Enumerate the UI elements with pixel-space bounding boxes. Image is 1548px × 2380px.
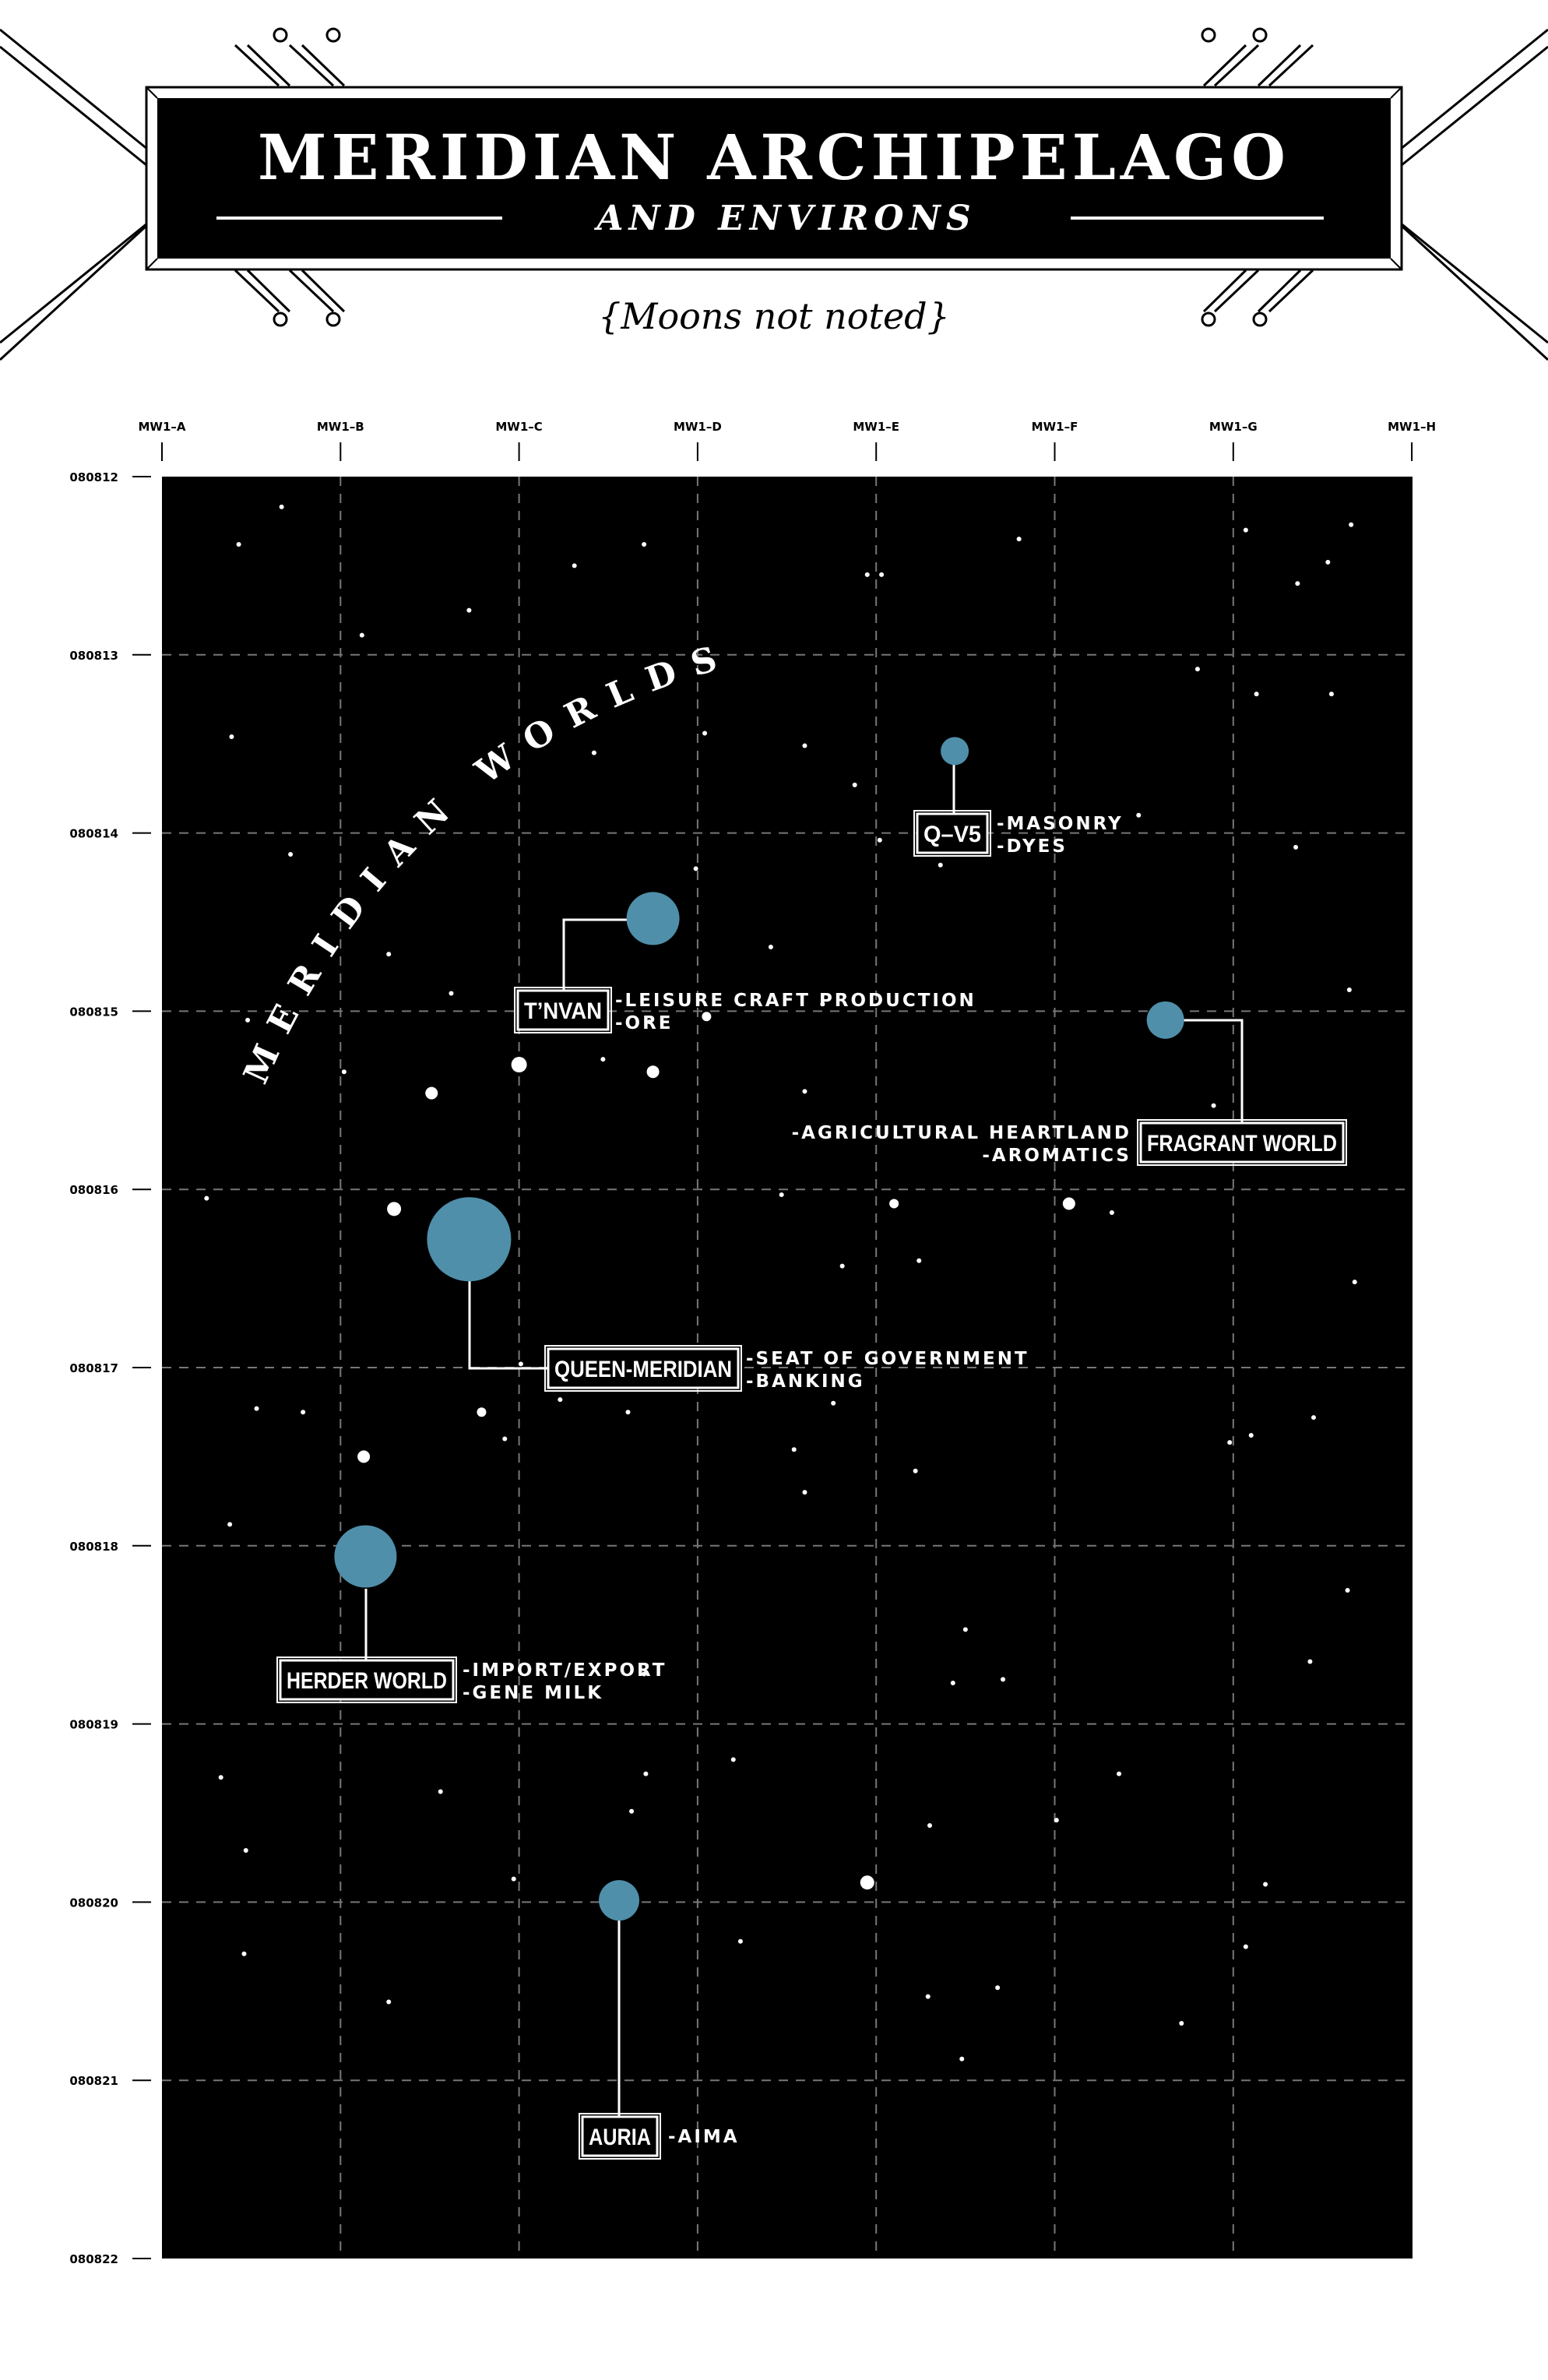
world-export: -AROMATICS <box>982 1146 1131 1166</box>
star <box>792 1447 797 1452</box>
x-axis-label: MW1–G <box>1208 420 1258 434</box>
star <box>477 1407 486 1417</box>
star <box>360 633 364 638</box>
star <box>802 743 807 748</box>
world-name: T’NVAN <box>524 998 602 1024</box>
star <box>1254 692 1259 696</box>
star <box>387 1202 401 1216</box>
star <box>769 945 773 949</box>
star <box>831 1401 836 1406</box>
star <box>702 1012 711 1021</box>
star <box>241 1952 246 1956</box>
star <box>245 1018 250 1023</box>
star <box>853 783 857 787</box>
planet[interactable] <box>427 1197 511 1281</box>
star <box>738 1939 743 1944</box>
star <box>913 1469 918 1473</box>
map-note: {Moons not noted} <box>598 295 950 337</box>
star <box>519 1361 523 1366</box>
star <box>572 563 577 568</box>
star <box>1195 667 1200 671</box>
world-export: -DYES <box>997 836 1068 857</box>
star <box>1329 692 1334 696</box>
star <box>702 731 707 735</box>
y-axis-label: 080820 <box>69 1896 118 1910</box>
star <box>927 1823 932 1828</box>
star <box>558 1397 562 1402</box>
star <box>643 1772 648 1776</box>
star <box>280 505 284 509</box>
star <box>963 1627 968 1632</box>
star <box>1136 813 1141 818</box>
star <box>219 1775 223 1780</box>
world-name: FRAGRANT WORLD <box>1147 1131 1337 1157</box>
map-title: MERIDIAN ARCHIPELAGO <box>258 121 1290 194</box>
map-subtitle: AND ENVIRONS <box>596 199 976 238</box>
world-name: AURIA <box>589 2125 651 2150</box>
star <box>229 734 234 739</box>
world-export: -IMPORT/EXPORT <box>463 1660 667 1681</box>
star <box>1311 1415 1316 1420</box>
star <box>1293 845 1298 850</box>
world-export: -GENE MILK <box>463 1683 604 1703</box>
star <box>951 1681 955 1685</box>
star <box>802 1089 807 1093</box>
y-axis-label: 080813 <box>69 648 118 663</box>
world-name: HERDER WORLD <box>287 1668 447 1694</box>
star <box>647 1065 660 1078</box>
x-axis-label: MW1–E <box>853 420 900 434</box>
star <box>237 542 241 547</box>
title-banner <box>146 87 1402 269</box>
planet[interactable] <box>599 1880 639 1921</box>
star <box>288 852 293 857</box>
world-export: -AIMA <box>668 2127 740 2147</box>
world-export: -ORE <box>615 1013 674 1033</box>
star <box>244 1848 248 1853</box>
star <box>779 1192 784 1197</box>
region-label-text: MERIDIAN WORLDS <box>236 634 738 1090</box>
x-axis-label: MW1–H <box>1388 420 1437 434</box>
star <box>1263 1882 1268 1887</box>
star <box>502 1437 507 1442</box>
star <box>938 863 943 868</box>
star <box>1212 1104 1216 1108</box>
y-axis-label: 080814 <box>69 826 118 841</box>
star <box>1063 1198 1075 1210</box>
planet[interactable] <box>627 892 680 945</box>
star <box>629 1809 634 1814</box>
star <box>592 751 596 755</box>
star <box>1349 523 1353 527</box>
star <box>1249 1433 1254 1438</box>
star <box>865 572 870 577</box>
star <box>1325 560 1330 565</box>
star <box>1244 528 1248 533</box>
star <box>1353 1280 1357 1284</box>
star <box>449 991 453 996</box>
star <box>1179 2021 1184 2026</box>
star <box>227 1522 232 1526</box>
world-export: -BANKING <box>746 1371 865 1392</box>
planet[interactable] <box>334 1526 396 1588</box>
y-axis-label: 080821 <box>69 2074 118 2089</box>
star <box>731 1757 736 1762</box>
planet[interactable] <box>941 737 969 765</box>
y-axis-label: 080822 <box>69 2252 118 2266</box>
world-export: -LEISURE CRAFT PRODUCTION <box>615 991 976 1011</box>
star <box>1227 1440 1232 1445</box>
star <box>625 1410 630 1414</box>
y-axis-label: 080815 <box>69 1005 118 1019</box>
x-axis-label: MW1–B <box>316 420 364 434</box>
world-export: -MASONRY <box>997 814 1124 834</box>
star <box>995 1985 1000 1990</box>
star <box>802 1490 807 1495</box>
y-axis-label: 080812 <box>69 470 118 484</box>
star <box>1017 537 1022 541</box>
x-axis-label: MW1–A <box>138 420 186 434</box>
star <box>1117 1772 1121 1776</box>
star <box>1346 1588 1350 1593</box>
star <box>926 1994 931 1999</box>
star <box>879 572 884 577</box>
star <box>342 1069 347 1074</box>
world-export: -SEAT OF GOVERNMENT <box>746 1349 1029 1369</box>
x-axis-label: MW1–F <box>1031 420 1078 434</box>
star <box>1244 1945 1248 1949</box>
star <box>916 1259 921 1263</box>
star <box>301 1410 305 1414</box>
x-axis-label: MW1–D <box>673 420 722 434</box>
star <box>512 1877 516 1882</box>
y-axis-label: 080819 <box>69 1717 118 1732</box>
star <box>860 1875 874 1889</box>
star <box>386 2000 391 2005</box>
star <box>357 1450 370 1463</box>
star <box>255 1407 259 1411</box>
world-name: QUEEN-MERIDIAN <box>554 1357 732 1382</box>
star <box>840 1264 845 1269</box>
star <box>1110 1210 1114 1215</box>
star <box>1054 1818 1059 1822</box>
star <box>642 542 646 547</box>
star <box>1347 988 1352 992</box>
y-axis-label: 080817 <box>69 1361 118 1375</box>
star <box>425 1087 438 1100</box>
x-axis-label: MW1–C <box>495 420 543 434</box>
world-export: -AGRICULTURAL HEARTLAND <box>791 1123 1131 1143</box>
star <box>889 1199 899 1209</box>
y-axis-label: 080816 <box>69 1183 118 1198</box>
star <box>1307 1660 1312 1664</box>
star <box>386 952 391 956</box>
star <box>466 608 471 613</box>
star <box>1001 1677 1005 1681</box>
star <box>878 838 882 843</box>
star <box>959 2057 964 2061</box>
star <box>1295 581 1300 586</box>
planet[interactable] <box>1147 1002 1184 1039</box>
star <box>204 1196 209 1201</box>
star <box>512 1057 527 1072</box>
star <box>694 866 698 871</box>
y-axis-label: 080818 <box>69 1539 118 1554</box>
star <box>600 1057 605 1061</box>
star <box>438 1790 443 1794</box>
world-name: Q–V5 <box>924 822 981 847</box>
